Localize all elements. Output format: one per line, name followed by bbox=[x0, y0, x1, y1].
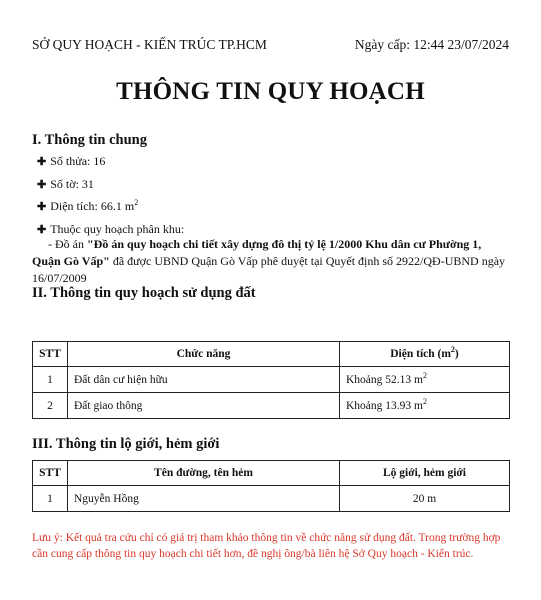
agency-name: SỞ QUY HOẠCH - KIẾN TRÚC TP.HCM bbox=[32, 37, 267, 52]
row-area-exponent: 2 bbox=[422, 396, 427, 406]
col-road: Tên đường, tên hẻm bbox=[68, 461, 340, 486]
col-area-exponent: 2 bbox=[450, 345, 455, 355]
section-land-use-heading: II. Thông tin quy hoạch sử dụng đất bbox=[32, 285, 256, 301]
plan-description bbox=[32, 236, 510, 287]
row-area-value: Khoảng 52.13 m bbox=[346, 373, 423, 386]
plus-bullet-icon: ✚ bbox=[37, 224, 47, 236]
section-general-heading: I. Thông tin chung bbox=[32, 132, 147, 148]
table-row bbox=[33, 486, 510, 512]
setback-header-row bbox=[33, 461, 510, 486]
area-item bbox=[37, 199, 138, 214]
col-area-close: ) bbox=[454, 348, 459, 360]
row-width: 20 m bbox=[340, 486, 510, 512]
plus-bullet-icon: ✚ bbox=[37, 201, 47, 213]
area-unit-exponent: 2 bbox=[134, 198, 139, 207]
plan-approval: đã được UBND Quận Gò Vấp phê duyệt tại Quyết định số 2922/QĐ-UBND ngày 16/07/2009 bbox=[32, 254, 506, 285]
col-stt: STT bbox=[33, 461, 68, 486]
table-row bbox=[33, 367, 510, 393]
zone-label: Thuộc quy hoạch phân khu: bbox=[50, 222, 185, 236]
section-setback-heading: III. Thông tin lộ giới, hẻm giới bbox=[32, 436, 220, 452]
col-width: Lộ giới, hẻm giới bbox=[340, 461, 510, 486]
row-stt: 2 bbox=[33, 393, 68, 419]
disclaimer-note: Lưu ý: Kết quả tra cứu chỉ có giá trị tham khảo thông tin về chức năng sử dụng đất. Trong trường hợp cần cung cấp thông tin quy hoạch chi tiết hơn, đề nghị ông/bà liên hệ Sở Quy hoạch - Kiến trúc. bbox=[32, 532, 501, 560]
row-function: Đất dân cư hiện hữu bbox=[68, 367, 340, 393]
area-value: Diện tích: 66.1 m bbox=[50, 199, 135, 213]
col-function: Chức năng bbox=[68, 342, 340, 367]
zone-label-item bbox=[37, 222, 184, 237]
col-stt: STT bbox=[33, 342, 68, 367]
row-stt: 1 bbox=[33, 367, 68, 393]
col-area bbox=[340, 342, 510, 367]
plot-number: Số thửa: 16 bbox=[50, 154, 106, 168]
row-road: Nguyễn Hồng bbox=[68, 486, 340, 512]
sheet-number-item bbox=[37, 177, 94, 192]
plus-bullet-icon: ✚ bbox=[37, 179, 47, 191]
row-area-exponent: 2 bbox=[422, 370, 427, 380]
row-function: Đất giao thông bbox=[68, 393, 340, 419]
col-area-label: Diện tích (m bbox=[390, 348, 451, 360]
document-title: THÔNG TIN QUY HOẠCH bbox=[116, 78, 425, 105]
land-use-header-row bbox=[33, 342, 510, 367]
plot-number-item bbox=[37, 154, 105, 169]
row-area bbox=[340, 393, 510, 419]
plan-name: "Đồ án quy hoạch chi tiết xây dựng đô thị tỷ lệ 1/2000 Khu dân cư Phường 1, Quận Gò Vấp" bbox=[32, 237, 482, 268]
plan-prefix: - Đồ án bbox=[48, 237, 87, 251]
row-area bbox=[340, 367, 510, 393]
sheet-number: Số tờ: 31 bbox=[50, 177, 94, 191]
table-row bbox=[33, 393, 510, 419]
setback-table bbox=[32, 460, 510, 512]
land-use-table bbox=[32, 341, 510, 419]
row-area-value: Khoảng 13.93 m bbox=[346, 399, 423, 412]
row-stt: 1 bbox=[33, 486, 68, 512]
issue-date: Ngày cấp: 12:44 23/07/2024 bbox=[354, 37, 509, 52]
plus-bullet-icon: ✚ bbox=[37, 156, 47, 168]
